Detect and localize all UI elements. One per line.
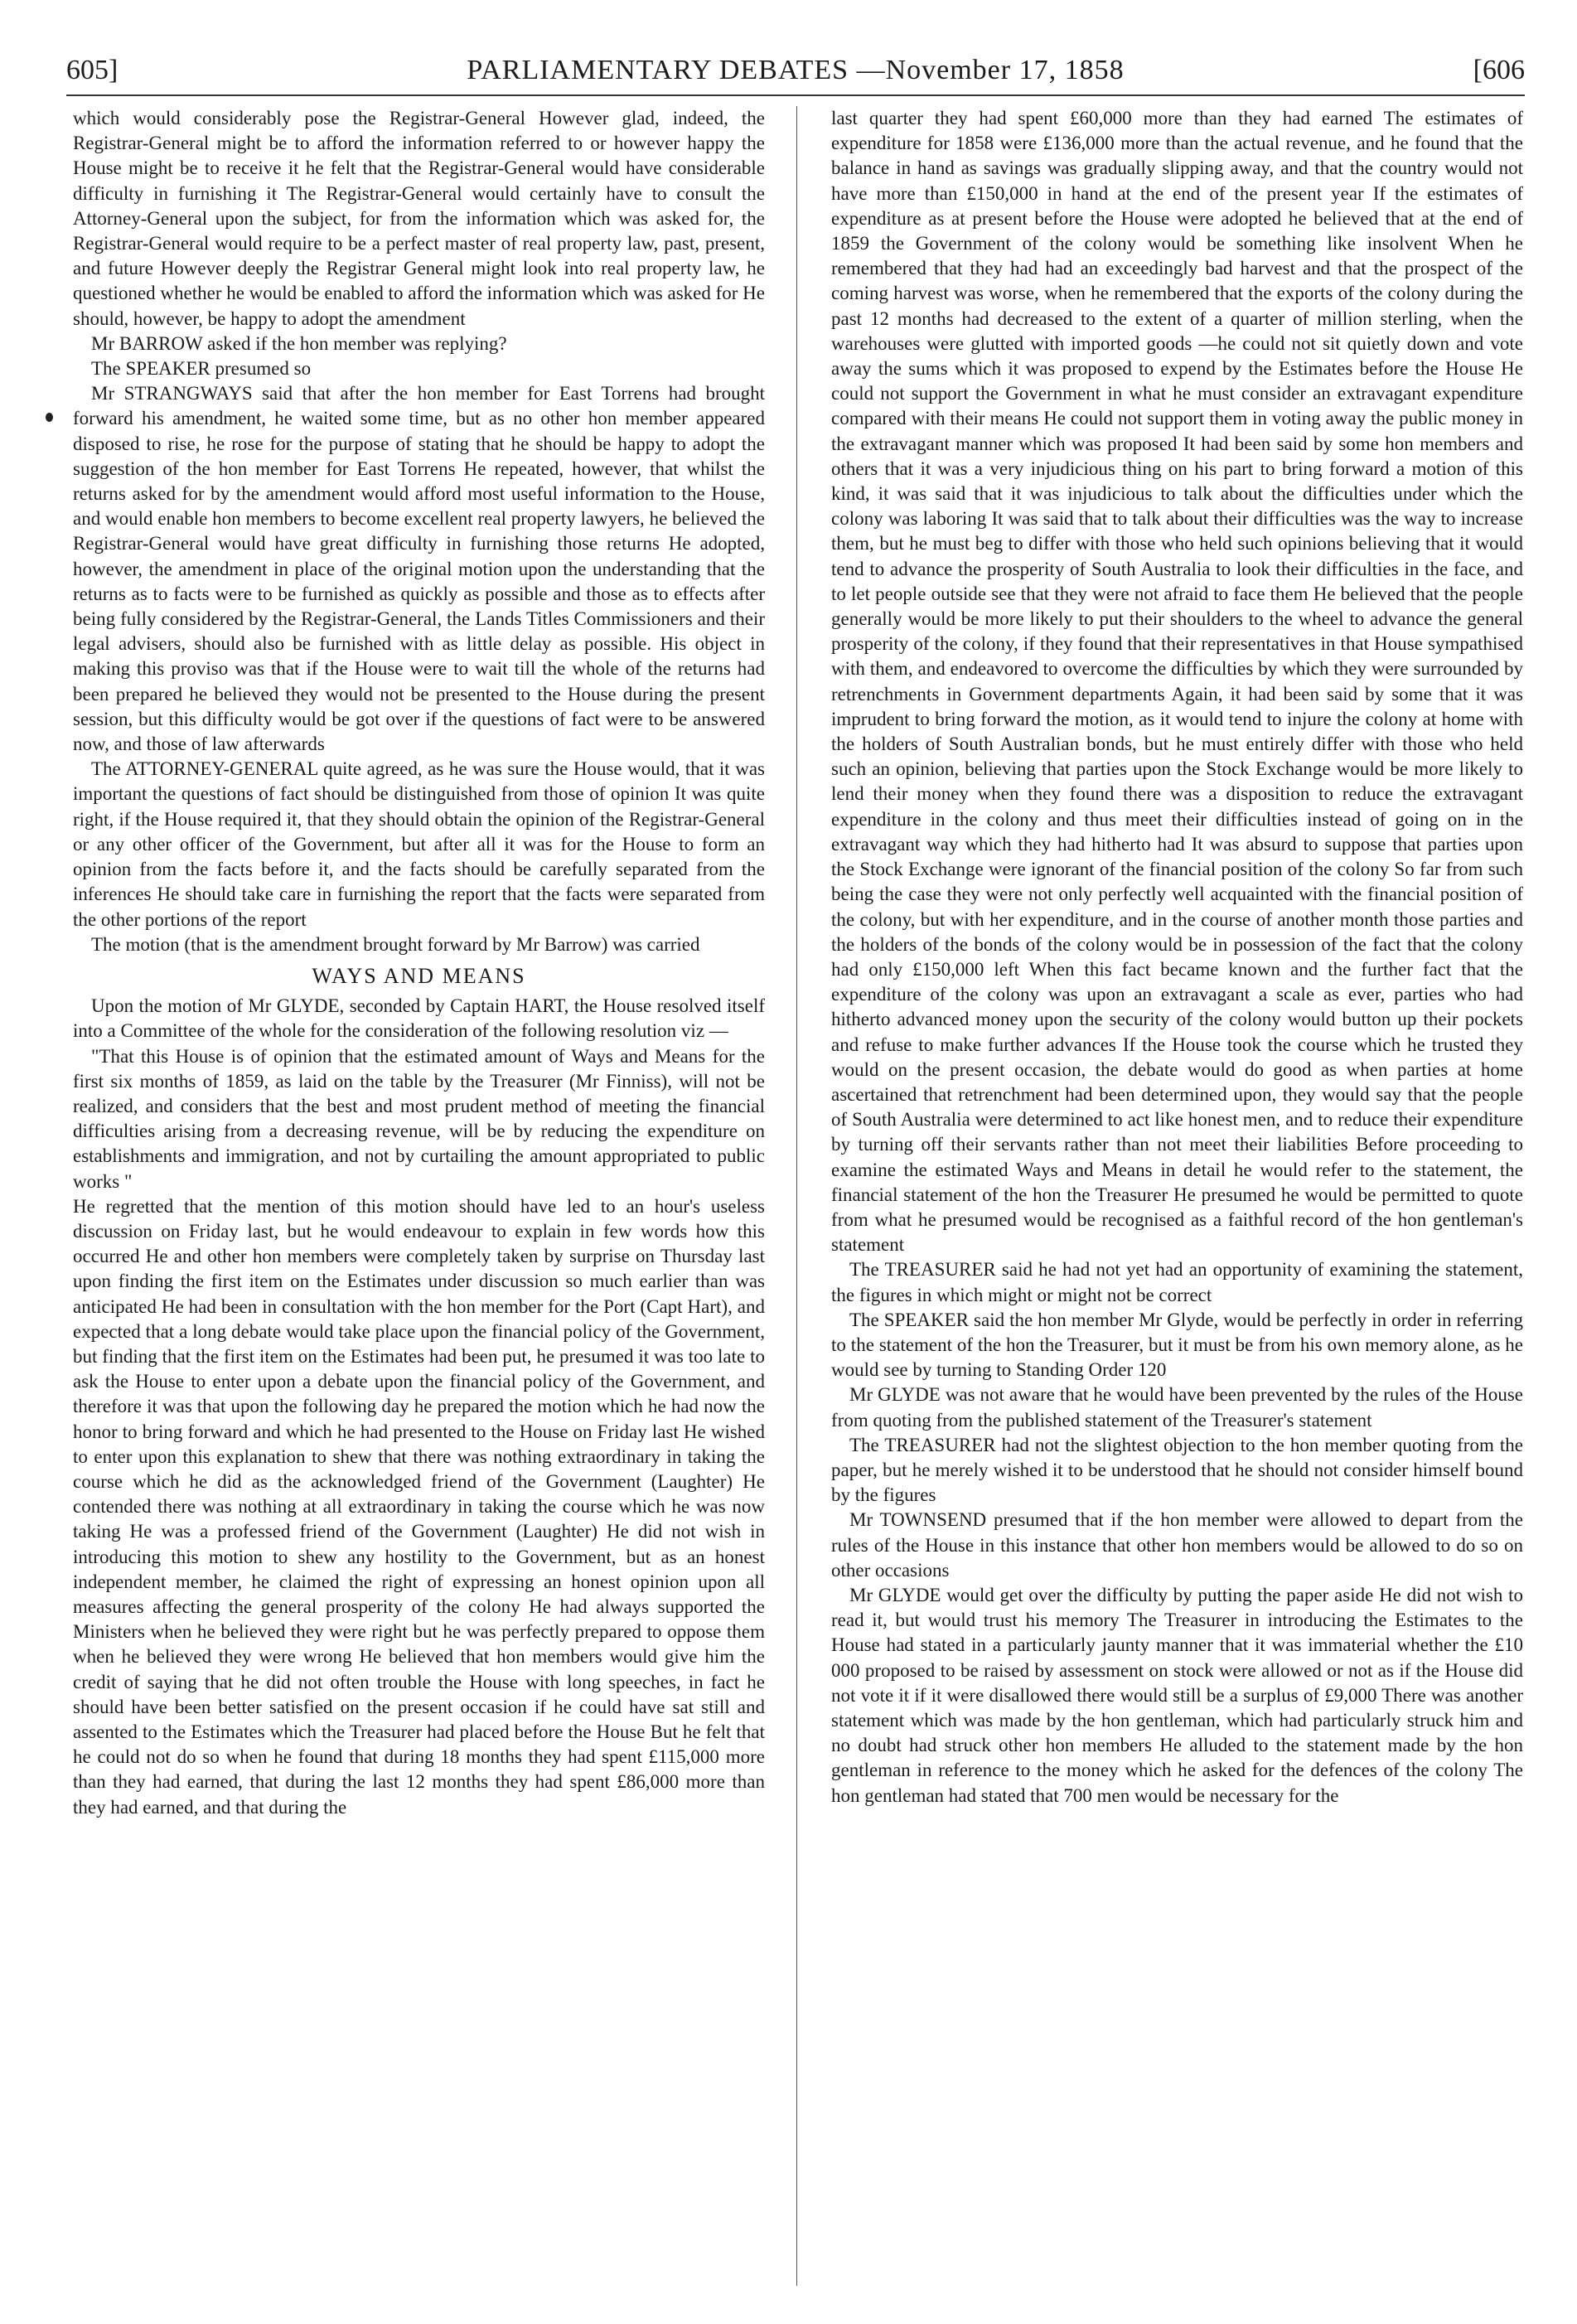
paragraph: The TREASURER said he had not yet had an opportunity of examining the statement, the figures in which might or might not be correct <box>831 1259 1523 1305</box>
paragraph: The SPEAKER presumed so <box>91 358 312 380</box>
header-rule <box>66 94 1525 96</box>
page-header <box>66 55 1525 93</box>
paragraph: Upon the motion of Mr GLYDE, seconded by Captain HART, the House resolved itself into a Committee of the whole for the consideration of the following resolution viz — <box>73 995 765 1042</box>
paragraph: The TREASURER had not the slightest objection to the hon member quoting from the paper, but he merely wished it to be understood that he should not consider himself bound by the figures <box>831 1434 1523 1506</box>
paragraph: which would considerably pose the Registrar-General However glad, indeed, the Registrar-General might be to afford the information referred to or however happy the House might be to receive it he felt that the Registrar-General would have considerable difficulty in furnishing it The Registrar-General would certainly have to consult the Attorney-General upon the subject, for from the information which was asked for, the Registrar-General would require to be a perfect master of real property law, past, present, and future However deeply the Registrar General might look into real property law, he questioned whether he would be enabled to afford the information which was asked for He should, however, be happy to adopt the amendment <box>73 108 765 329</box>
right-page-number: [606 <box>1473 55 1525 85</box>
paragraph: Mr GLYDE was not aware that he would have been prevented by the rules of the House from quoting from the published statement of the Treasurer's statement <box>831 1384 1523 1431</box>
paragraph: Mr GLYDE would get over the difficulty by putting the paper aside He did not wish to read it, but would trust his memory The Treasurer in introducing the Estimates to the House had stated in a particularly jaunty manner that it was immaterial whether the £10 000 proposed to be raised by assessment on stock were allowed or not as if the House did not vote it if it were disallowed there would still be a surplus of £9,000 There was another statement which was made by the hon gentleman, which had particularly struck him and no doubt had struck other hon members He alluded to the statement made by the hon gentleman in reference to the money which he asked for the defences of the colony The hon gentleman had stated that 700 men would be necessary for the <box>831 1584 1523 1806</box>
paragraph: last quarter they had spent £60,000 more than they had earned The estimates of expenditure for 1858 were £136,000 more than the actual revenue, and he found that the balance in hand as savings was gradually slipping away, and that the country would not have more than £150,000 in hand at the end of the present year If the estimates of expenditure as at present before the House were adopted he believed that at the end of 1859 the Government of the colony would be something like insolvent When he remembered that they had had an exceedingly bad harvest and that the prospect of the coming harvest was worse, when he remembered that the exports of the colony during the past 12 months had decreased to the extent of a quarter of million sterling, when the warehouses were glutted with imported goods —he could not sit quietly down and vote away the sums which it was proposed to expend by the Estimates before the House He could not support the Government in what he must consider an extravagant expenditure compared with their means He could not support them in voting away the public money in the extravagant manner which was proposed It had been said by some hon members and others that it was a very injudicious thing on his part to bring forward a motion of this kind, it was said that it was injudicious to talk about the difficulties under which the colony was laboring It was said that to talk about their difficulties was the way to increase them, but he must beg to differ with those who held such opinions believing that it would tend to advance the prosperity of South Australia to look their difficulties in the face, and to let people outside see that they were not afraid to face them He believed that the people generally would be more likely to put their shoulders to the wheel to advance the general prosperity of the colony, if they found that their representatives in that House sympathised with them, and endeavored to overcome the difficulties by which they were surrounded by retrenchments in Government departments Again, it had been said by some that it was imprudent to bring forward the motion, as it would tend to injure the colony at home with the holders of South Australian bonds, but he must entirely differ with those who held such an opinion, believing that parties upon the Stock Exchange would be more likely to lend their money when they found there was a disposition to reduce the extravagant expenditure in the colony and thus meet their difficulties instead of going on in the extravagant way which they had hitherto had It was absurd to suppose that parties upon the Stock Exchange were ignorant of the financial position of the colony So far from such being the case they were not only perfectly well acquainted with the financial position of the colony, but with her expenditure, and in the course of another month those parties and the holders of the bonds of the colony would be in possession of the fact that the colony had only £150,000 left When this fact became known and the further fact that the expenditure of the colony was upon an extravagant a scale as ever, parties who had hitherto advanced money upon the security of the colony would button up their pockets and refuse to make further advances If the House took the course which he trusted they would on the present occasion, the debate would do good as when parties at home ascertained that retrenchment had been determined upon, they would say that the people of South Australia were determined to act like honest men, and to reduce their expenditure by turning off their servants rather than not meet their liabilities Before proceeding to examine the estimated Ways and Means in detail he would refer to the statement, the financial statement of the hon the Treasurer He presumed he would be permitted to quote from what he presumed would be recognised as a faithful record of the hon gentleman's statement <box>831 108 1523 1256</box>
section-heading: WAYS AND MEANS <box>312 963 526 988</box>
right-column <box>831 106 1523 2286</box>
column-divider <box>796 106 797 2286</box>
running-title: PARLIAMENTARY DEBATES —November 17, 1858 <box>467 55 1125 85</box>
left-column <box>73 106 765 2286</box>
resolution-quote: "That this House is of opinion that the estimated amount of Ways and Means for the first six months of 1859, as laid on the table by the Treasurer (Mr Finniss), will not be realized, and considers that the best and most prudent method of meeting the financial difficulties arising from a decreasing revenue, will be by reducing the expenditure on establishments and immigration, and not by curtailing the amount appropriated to public works " <box>73 1045 765 1192</box>
paragraph: The SPEAKER said the hon member Mr Glyde, would be perfectly in order in referring to the statement of the hon the Treasurer, but it must be from his own memory alone, as he would see by turning to Standing Order 120 <box>831 1309 1523 1381</box>
paragraph: The ATTORNEY-GENERAL quite agreed, as he was sure the House would, that it was important the questions of fact should be distinguished from those of opinion It was quite right, if the House required it, that they should obtain the opinion of the Registrar-General or any other officer of the Government, but after all it was for the House to form an opinion from the facts before it, and the facts should be carefully separated from the inferences He should take care in furnishing the report that the facts were separated from the other portions of the report <box>73 758 765 930</box>
paragraph: Mr TOWNSEND presumed that if the hon member were allowed to depart from the rules of the House in this instance that other hon members would be allowed to do so on other occasions <box>831 1509 1523 1581</box>
paragraph: Mr BARROW asked if the hon member was replying? <box>91 332 507 354</box>
left-page-number: 605] <box>66 55 119 85</box>
paragraph: The motion (that is the amendment brought forward by Mr Barrow) was carried <box>91 933 700 955</box>
paragraph: He regretted that the mention of this motion should have led to an hour's useless discussion on Friday last, but he would endeavour to explain in few words how this occurred He and other hon members were completely taken by surprise on Thursday last upon finding the first item on the Estimates under discussion so much earlier than was anticipated He had been in consultation with the hon member for the Port (Capt Hart), and expected that a long debate would take place upon the financial policy of the Government, but finding that the first item on the Estimates had been put, he presumed it was too late to ask the House to enter upon a debate upon the financial policy of the Government, and therefore it was that upon the following day he prepared the motion which he had now the honor to bring forward and which he had presented to the House on Friday last He wished to enter upon this explanation to shew that there was nothing extraordinary in taking the course which he did as the acknowledged friend of the Government (Laughter) He contended there was nothing at all extraordinary in taking the course which he was now taking He was a professed friend of the Government (Laughter) He did not wish in introducing this motion to shew any hostility to the Government, but as an honest independent member, he claimed the right of expressing an honest opinion upon all measures affecting the general prosperity of the colony He had always supported the Ministers when he believed they were right but he was perfectly prepared to oppose them when he believed they were wrong He believed that hon members would give him the credit of saying that he did not often trouble the House with long speeches, in fact he should have been better satisfied on the present occasion if he could have sat still and assented to the Estimates which the Treasurer had placed before the House But he felt that he could not do so when he found that during 18 months they had spent £115,000 more than they had earned, that during the last 12 months they had spent £86,000 more than they had earned, and that during the <box>73 1195 765 1818</box>
margin-mark <box>46 413 53 422</box>
paragraph: Mr STRANGWAYS said that after the hon member for East Torrens had brought forward his amendment, he waited some time, but as no other hon member appeared disposed to rise, he rose for the purpose of stating that he should be happy to adopt the suggestion of the hon member for East Torrens He repeated, however, that whilst the returns asked for by the amendment would afford most useful information to the House, and would enable hon members to become excellent real property lawyers, he believed the Registrar-General would have great difficulty in furnishing those returns He adopted, however, the amendment in place of the original motion upon the understanding that the returns as to facts were to be furnished as quickly as possible and those as to effects after being fully considered by the Registrar-General, the Lands Titles Commissioners and their legal advisers, should also be furnished with as little delay as possible. His object in making this proviso was that if the House were to wait till the whole of the returns had been prepared he believed they would not be presented to the House during the present session, but this difficulty would be got over if the questions of fact were to be answered now, and those of law afterwards <box>73 383 765 755</box>
